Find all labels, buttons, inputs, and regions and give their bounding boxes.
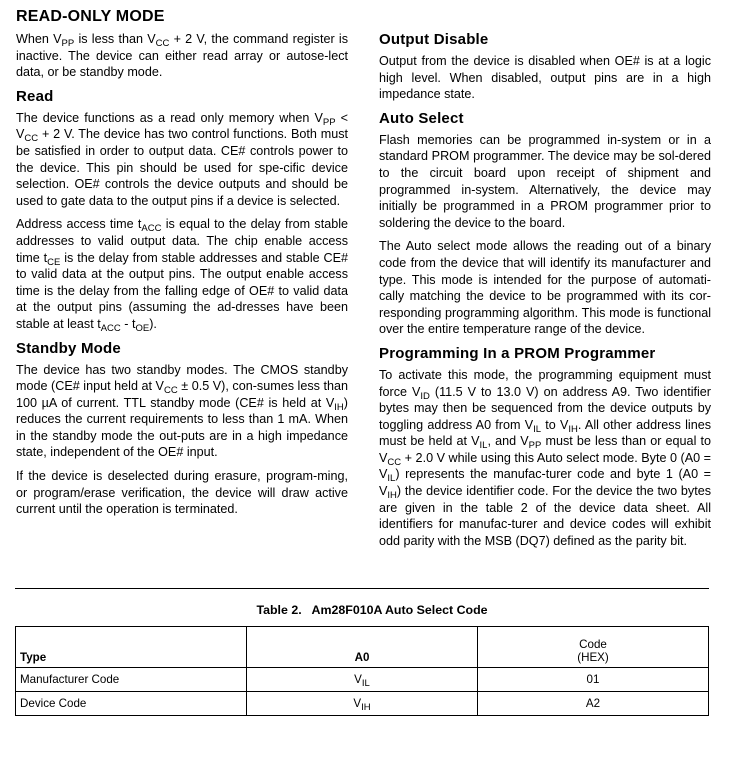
paragraph-read-1: The device functions as a read only memory when $V_{PP} < V_{CC} + 2$ V. The device has two control functions. Both must be satisfied in order to output data. CE# controls power to the device. This pin should be used for spe-cific device selection. OE# controls the device outputs and should be used to gate data to the output pins if a device is selected. [16,110,349,208]
cell-type: Manufacturer Code [16,668,247,692]
heading-standby-mode: Standby Mode [16,339,121,357]
header-a0: A0 [247,627,478,668]
cell-code: 01 [478,668,709,692]
section-title-read-only-mode: READ-ONLY MODE [16,8,165,25]
table-header-row [16,627,709,668]
header-code: Code (HEX) [478,627,709,668]
horizontal-divider [15,588,709,589]
paragraph-auto-select-1: Flash memories can be programmed in-system or in a standard PROM programmer. The device may be sol-dered to the circuit board upon receipt of shipment and programmed in-system. Alternatively, the device may initially be programmed in a PROM programmer prior to soldering the device to the board. [379,132,711,230]
heading-output-disable: Output Disable [379,31,489,48]
right-column [379,0,711,556]
table-row [16,692,709,716]
paragraph-intro: When $V_{PP}$ is less than $V_{CC} + 2$ V, the command register is inactive. The device can either read array or autose-lect data, or be standby mode. [16,32,348,80]
paragraph-prom-programmer: To activate this mode, the programming equipment must force $V_{ID}$ (11.5 V to 13.0 V) on address A9. Two identifier bytes may then be sequenced from the device outputs by toggling address A0 from $V_{IL}$ to $V_{IH}$. All other address lines must be held at $V_{IL}$, and $V_{PP}$ must be less than or equal to $V_{CC} + 2.0$ V while using this Auto select mode. Byte 0 $(A0 = V_{IL})$ represents the manufac-turer code and byte 1 $(A0 = V_{IH})$ the device identifier code. For the device the two bytes are given in the table 2 of the device data sheet. All identifiers for manufac-turer and device codes will exhibit odd parity with the MSB (DQ7) defined as the parity bit. [379,367,711,548]
left-column [16,0,348,525]
heading-prom-programmer: Programming In a PROM Programmer [379,344,656,362]
table-row [16,668,709,692]
cell-code: A2 [478,692,709,716]
auto-select-code-table [15,626,709,716]
heading-auto-select: Auto Select [379,109,464,127]
cell-a0: $V_{IL}$ [247,668,478,692]
paragraph-output-disable: Output from the device is disabled when OE# is at a logic high level. When disabled, output pins are in a high impedance state. [379,54,711,102]
paragraph-auto-select-2: The Auto select mode allows the reading out of a binary code from the device that will identify its manufacturer and type. This mode is intended for the purpose of automati-cally matching the device to be programmed with its cor-responding programming algorithm. This mode is functional over the entire temperature range of the device. [379,239,711,337]
paragraph-standby-1: The device has two standby modes. The CMOS standby mode (CE# input held at $V_{CC} \pm 0.5$ V), con-sumes less than 100 µA of current. TTL standby mode (CE# is held at $V_{IH}$) reduces the current requirements to less than 1 mA. When in the standby mode the out-puts are in a high impedance state, independent of the OE# input. [16,362,348,460]
paragraph-read-2: Address access time $t_{ACC}$ is equal to the delay from stable addresses to valid output data. The chip enable access time $t_{CE}$ is the delay from stable addresses and stable CE# to valid data at the output pins. The output enable access time is the delay from the falling edge of OE# to valid data at the output pins (assuming the ad-dresses have been stable at least $t_{ACC} - t_{OE}$). [16,217,349,334]
paragraph-standby-2: If the device is deselected during erasure, program-ming, or program/erase verification, the device will draw active current until the operation is terminated. [16,469,348,517]
table-caption: Table 2. Am28F010A Auto Select Code [256,603,488,617]
heading-read: Read [16,87,54,105]
cell-a0: $V_{IH}$ [247,692,478,716]
header-type: Type [16,627,247,668]
cell-type: Device Code [16,692,247,716]
